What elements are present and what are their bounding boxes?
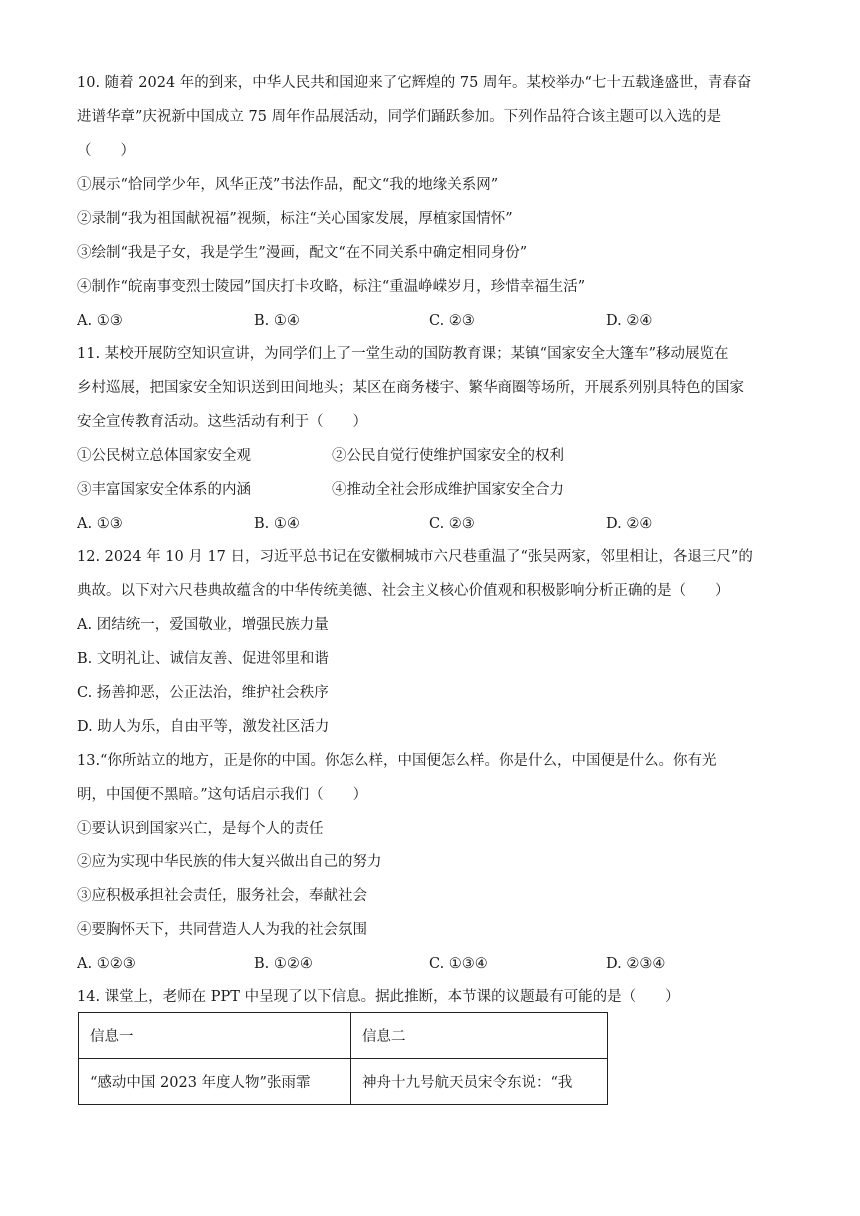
- q14-info-table: [78, 1012, 608, 1105]
- q11-statement-4: ④推动全社会形成维护国家安全合力: [332, 482, 564, 498]
- q12-stem-line-2: 典故。以下对六尺巷典故蕴含的中华传统美德、社会主义核心价值观和积极影响分析正确的是（ ）: [77, 583, 730, 599]
- q13-statement-4: ④要胸怀天下，共同营造人人为我的社会氛围: [77, 922, 367, 938]
- q13-option-a: A. ①②③: [77, 956, 136, 972]
- q11-statement-2: ②公民自觉行使维护国家安全的权利: [332, 448, 564, 464]
- q11-option-a: A. ①③: [77, 516, 123, 532]
- q10-option-d: D. ②④: [606, 313, 653, 329]
- q13-option-b: B. ①②④: [254, 956, 313, 972]
- q11-stem-line-3: 安全宣传教育活动。这些活动有利于（ ）: [77, 414, 367, 430]
- q10-statement-2: ②录制“我为祖国献祝福”视频，标注“关心国家发展，厚植家国情怀”: [77, 211, 513, 227]
- q12-option-d: D. 助人为乐，自由平等，激发社区活力: [77, 719, 330, 735]
- q13-stem-line-1: 13.“你所站立的地方，正是你的中国。你怎么样，中国便怎么样。你是什么，中国便是什么。你有光: [77, 753, 717, 769]
- q13-stem-line-2: 明，中国便不黑暗。”这句话启示我们（ ）: [77, 787, 368, 803]
- q12-option-c: C. 扬善抑恶，公正法治，维护社会秩序: [77, 685, 329, 701]
- table-header-cell: 信息二: [351, 1013, 608, 1059]
- q13-option-d: D. ②③④: [606, 956, 666, 972]
- q10-statement-1: ①展示“恰同学少年，风华正茂”书法作品，配文“我的地缘关系网”: [77, 177, 499, 193]
- q12-option-b: B. 文明礼让、诚信友善、促进邻里和谐: [77, 651, 329, 667]
- table-header-cell: 信息一: [79, 1013, 351, 1059]
- q10-statement-4: ④制作“皖南事变烈士陵园”国庆打卡攻略，标注“重温峥嵘岁月，珍惜幸福生活”: [77, 279, 586, 295]
- q13-statement-1: ①要认识到国家兴亡，是每个人的责任: [77, 821, 324, 837]
- q11-stem-line-1: 11. 某校开展防空知识宣讲，为同学们上了一堂生动的国防教育课；某镇“国家安全大篷车”移动展览在: [77, 346, 729, 362]
- table-cell: 神舟十九号航天员宋令东说：“我: [351, 1059, 608, 1105]
- q11-stem-line-2: 乡村巡展，把国家安全知识送到田间地头；某区在商务楼宇、繁华商圈等场所，开展系列别具特色的国家: [77, 380, 744, 396]
- q10-option-b: B. ①④: [254, 313, 300, 329]
- q11-option-d: D. ②④: [606, 516, 653, 532]
- q10-stem-line-3: （ ）: [77, 143, 135, 159]
- q13-option-c: C. ①③④: [429, 956, 488, 972]
- q10-stem-line-1: 10. 随着 2024 年的到来，中华人民共和国迎来了它辉煌的 75 周年。某校举办“七十五载逢盛世，青春奋: [77, 75, 752, 91]
- q10-option-a: A. ①③: [77, 313, 123, 329]
- q13-statement-3: ③应积极承担社会责任，服务社会，奉献社会: [77, 888, 367, 904]
- q12-option-a: A. 团结统一，爱国敬业，增强民族力量: [77, 617, 329, 633]
- table-header-row: [79, 1013, 608, 1059]
- q11-statement-1: ①公民树立总体国家安全观: [77, 448, 251, 464]
- q11-option-b: B. ①④: [254, 516, 300, 532]
- table-row: [79, 1059, 608, 1105]
- q12-stem-line-1: 12. 2024 年 10 月 17 日，习近平总书记在安徽桐城市六尺巷重温了“张吴两家，邻里相让，各退三尺”的: [77, 549, 753, 565]
- q14-stem: 14. 课堂上，老师在 PPT 中呈现了以下信息。据此推断，本节课的议题最有可能的是（ ）: [77, 989, 680, 1005]
- q10-stem-line-2: 进谱华章”庆祝新中国成立 75 周年作品展活动，同学们踊跃参加。下列作品符合该主题可以入选的是: [77, 109, 722, 125]
- q11-statement-3: ③丰富国家安全体系的内涵: [77, 482, 251, 498]
- table-cell: “感动中国 2023 年度人物”张雨霏: [79, 1059, 351, 1105]
- q10-option-c: C. ②③: [429, 313, 475, 329]
- q13-statement-2: ②应为实现中华民族的伟大复兴做出自己的努力: [77, 854, 382, 870]
- q10-statement-3: ③绘制“我是子女，我是学生”漫画，配文“在不同关系中确定相同身份”: [77, 245, 528, 261]
- q11-option-c: C. ②③: [429, 516, 475, 532]
